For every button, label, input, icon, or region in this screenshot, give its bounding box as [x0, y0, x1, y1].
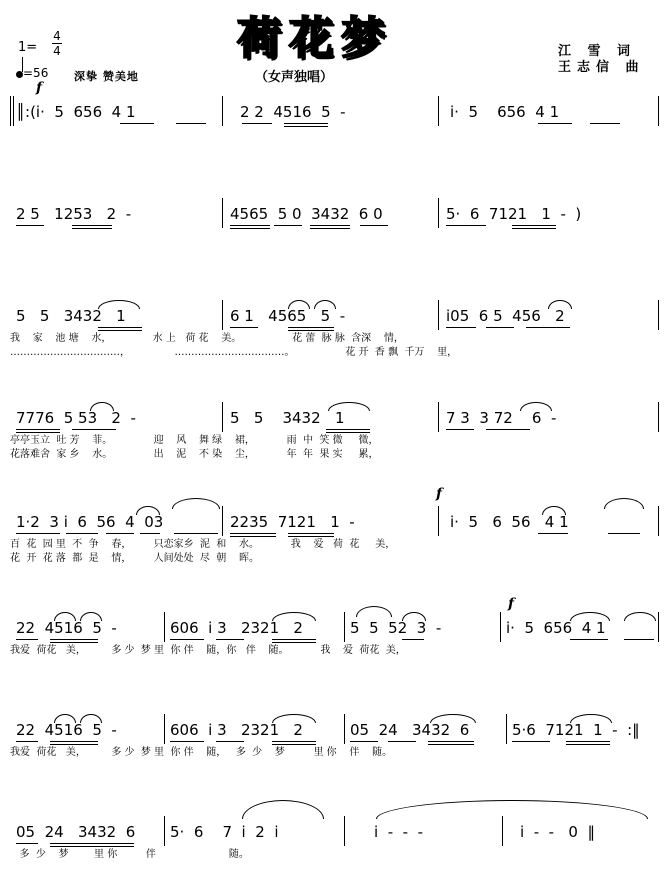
key-signature: 1=: [18, 40, 38, 55]
lyrics-verse-2: 花 开 花 落 都 是 情， 人间处处 尽 朝 晖。: [10, 553, 260, 564]
measure-group: 22 4516 5 -: [16, 619, 117, 637]
expression-marking: 深挚 赞美地: [74, 70, 139, 83]
measure-group: 2 5 1253 2 -: [16, 205, 132, 223]
measure-group: 7776 5 53 2 -: [16, 409, 136, 427]
song-title: 荷花梦: [237, 13, 393, 64]
dynamic-forte: f: [36, 80, 43, 96]
lyrics-verse-1: 多 少 梦 里 你 伴 随。: [10, 849, 249, 860]
lyrics-verse-1: 百 花 园 里 不 争 春， 只恋家乡 泥 和 水。 我 爱 荷 花 美，: [10, 539, 396, 550]
measure-group: 2235 7121 1 -: [230, 513, 355, 531]
dynamic-forte: f: [436, 486, 443, 502]
time-signature-top: 4: [53, 29, 61, 43]
subtitle: （女声独唱）: [255, 70, 334, 85]
measure-group: ║:(i· 5 656 4 1: [16, 103, 136, 121]
measure-group: i - - -: [374, 823, 424, 841]
lyrics-verse-1: 我爱 荷花 美， 多 少 梦 里 你 伴 随， 多 少 梦 里 你 伴 随。: [10, 747, 393, 758]
composer: 王志信 曲: [558, 60, 645, 75]
measure-group: 1·2 3 i 6 56 4 03: [16, 513, 164, 531]
tempo-marking: =56: [16, 66, 48, 80]
measure-group: 5 5 52 3 -: [350, 619, 442, 637]
lyrics-verse-1: 我 家 池 塘 水， 水 上 荷 花 美。 花 蕾 脉 脉 含深 情，: [10, 333, 404, 344]
measure-group: 5 5 3432 1: [230, 409, 345, 427]
measure-group: 2 2 4516 5 -: [240, 103, 346, 121]
time-signature-bottom: 4: [53, 44, 61, 58]
measure-group: 5·6 7121 1 - :‖: [512, 721, 640, 739]
measure-group: 22 4516 5 -: [16, 721, 117, 739]
lyrics-verse-2: 花落难舍 家 乡 水。 出 泥 不 染 尘， 年 年 果 实 累，: [10, 449, 379, 460]
measure-group: 7 3 3 72 6 -: [446, 409, 557, 427]
measure-group: i05 6 5 456 2: [446, 307, 565, 325]
measure-group: 5· 6 7121 1 - ): [446, 205, 582, 223]
measure-group: 5 5 3432 1: [16, 307, 126, 325]
quarter-note-icon: [16, 71, 23, 78]
measure-group: 606 i 3 2321 2: [170, 619, 303, 637]
measure-group: i· 5 656 4 1: [450, 103, 560, 121]
dynamic-forte: f: [508, 596, 515, 612]
measure-group: 05 24 3432 6: [16, 823, 136, 841]
measure-group: i· 5 656 4 1: [506, 619, 606, 637]
lyrics-verse-1: 亭亭玉立 吐 芳 菲。 迎 风 舞 绿 裙， 雨 中 笑 微 微，: [10, 435, 379, 446]
lyrics-verse-1: 我爱 荷花 美， 多 少 梦 里 你 伴 随，你 伴 随。 我 爱 荷花 美，: [10, 645, 406, 656]
lyricist: 江 雪 词: [558, 44, 637, 59]
measure-group: 6 1 4565 5 -: [230, 307, 346, 325]
time-signature: [52, 30, 62, 57]
measure-group: i - - 0 ‖: [520, 823, 595, 841]
credits: [558, 44, 645, 76]
measure-group: i· 5 6 56 4 1: [450, 513, 569, 531]
measure-group: 5· 6 7 i 2 i: [170, 823, 279, 841]
measure-group: 05 24 3432 6: [350, 721, 470, 739]
measure-group: 606 i 3 2321 2: [170, 721, 303, 739]
measure-group: 4565 5 0 3432 6 0: [230, 205, 383, 223]
lyrics-verse-2: ……………………………， ……………………………。 花 开 香 飘 千万 里，: [10, 347, 458, 358]
